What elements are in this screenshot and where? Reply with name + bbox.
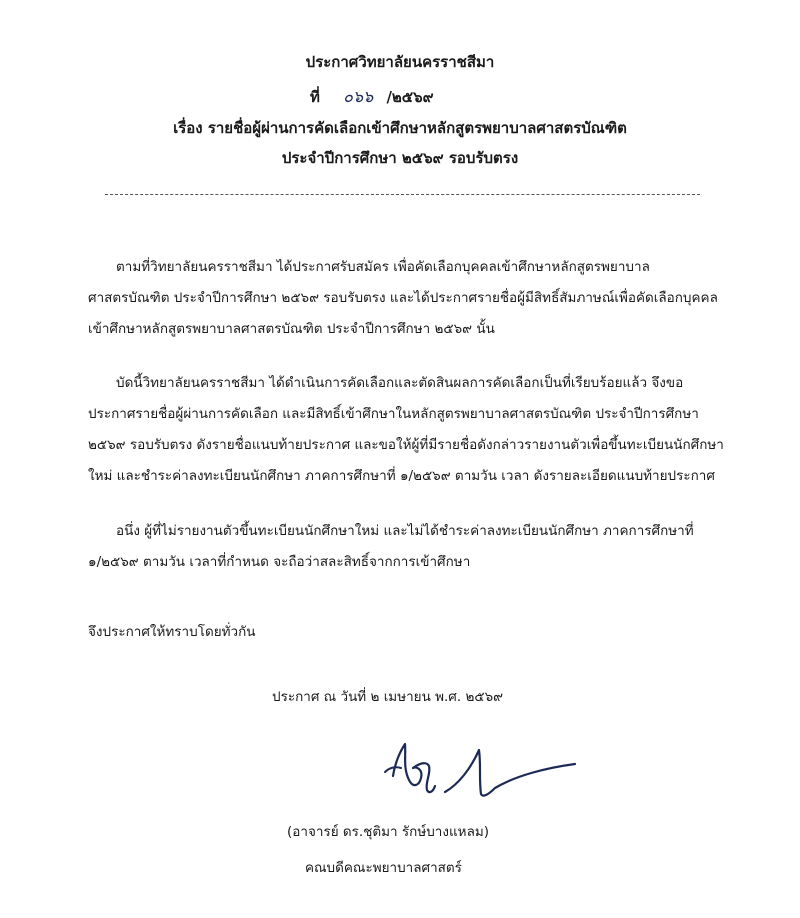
paragraph-2	[88, 368, 768, 492]
signature-image	[375, 728, 585, 808]
signer-name: (อาจารย์ ดร.ชุติมา รักษ์บางแหลม)	[287, 824, 490, 840]
signature-stroke	[445, 750, 575, 796]
paragraph-line: ศาสตรบัณฑิต ประจำปีการศึกษา ๒๕๖๙ รอบรับตรง และได้ประกาศรายชื่อผู้มีสิทธิ์สัมภาษณ์เพื่อคัดเลือกบุคคล	[88, 290, 718, 306]
paragraph-line: ๒๕๖๙ รอบรับตรง ดังรายชื่อแนบท้ายประกาศ และขอให้ผู้ที่มีรายชื่อดังกล่าวรายงานตัวเพื่อขึ้นทะเบียนนักศึกษา	[88, 437, 724, 453]
paragraph-line: ประกาศรายชื่อผู้ผ่านการคัดเลือก และมีสิทธิ์เข้าศึกษาในหลักสูตรพยาบาลศาสตรบัณฑิต ประจำปีการศึกษา	[88, 406, 699, 422]
paragraph-line: ตามที่วิทยาลัยนครราชสีมา ได้ประกาศรับสมัคร เพื่อคัดเลือกบุคคลเข้าศึกษาหลักสูตรพยาบาล	[116, 259, 650, 275]
announcement-number	[310, 87, 434, 107]
paragraph-line: บัดนี้วิทยาลัยนครราชสีมา ได้ดำเนินการคัดเลือกและตัดสินผลการคัดเลือกเป็นที่เรียบร้อยแล้ว จึงขอ	[116, 375, 684, 391]
announcement-date: ประกาศ ณ วันที่ ๒ เมษายน พ.ศ. ๒๕๖๙	[272, 689, 504, 705]
paragraph-line: ใหม่ และชำระค่าลงทะเบียนนักศึกษา ภาคการศึกษาที่ ๑/๒๕๖๙ ตามวัน เวลา ดังรายละเอียดแนบท้ายประกาศ	[88, 468, 715, 484]
number-label: ที่	[310, 88, 320, 106]
announcement-title: ประกาศวิทยาลัยนครราชสีมา	[305, 53, 495, 71]
handwritten-number: ๐๖๖	[343, 87, 374, 106]
paragraph-line: ๑/๒๕๖๙ ตามวัน เวลาที่กำหนด จะถือว่าสละสิทธิ์จากการเข้าศึกษา	[88, 554, 471, 570]
paragraph-1	[88, 252, 768, 345]
paragraph-line: อนึ่ง ผู้ที่ไม่รายงานตัวขึ้นทะเบียนนักศึกษาใหม่ และไม่ได้ชำระค่าลงทะเบียนนักศึกษา ภาคการศึกษาที่	[116, 523, 694, 539]
closing-statement: จึงประกาศให้ทราบโดยทั่วกัน	[88, 624, 256, 640]
paragraph-line: เข้าศึกษาหลักสูตรพยาบาลศาสตรบัณฑิต ประจำปีการศึกษา ๒๕๖๙ นั้น	[88, 321, 495, 337]
subject-line-2: ประจำปีการศึกษา ๒๕๖๙ รอบรับตรง	[281, 149, 519, 167]
number-suffix: /๒๕๖๙	[386, 88, 434, 106]
dashed-divider	[105, 194, 700, 195]
subject-line: เรื่อง รายชื่อผู้ผ่านการคัดเลือกเข้าศึกษาหลักสูตรพยาบาลศาสตรบัณฑิต	[173, 119, 627, 137]
signer-title: คณบดีคณะพยาบาลศาสตร์	[305, 860, 462, 876]
paragraph-3	[88, 516, 768, 578]
